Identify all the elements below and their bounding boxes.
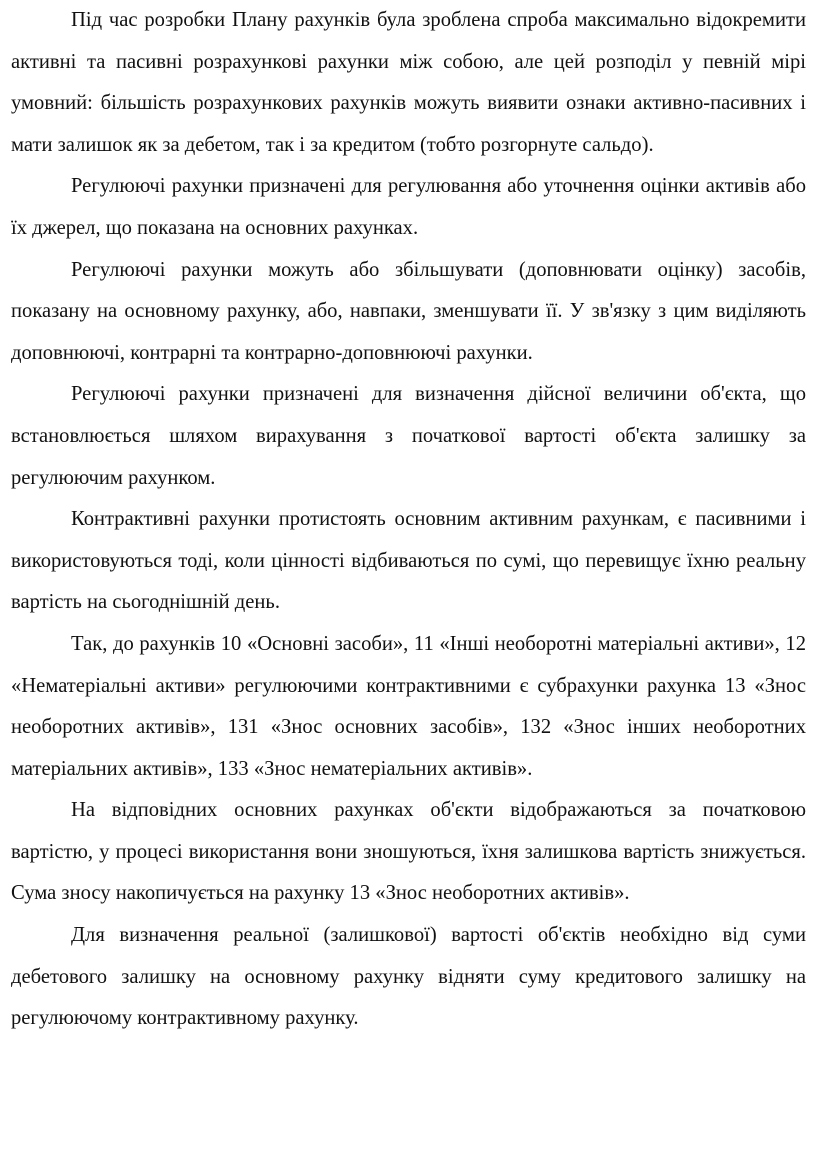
paragraph-6: Так, до рахунків 10 «Основні засоби», 11 «Інші необоротні матеріальні активи», 12 «Нематеріальні активи» регулюючими контрактивними є субрахунки рахунка 13 «Знос необоротних активів», 131 «Знос основних засобів», 132 «Знос інших необоротних матеріальних активів», 133 «Знос нематеріальних активів». [11, 632, 806, 780]
document-page [11, 0, 806, 1040]
paragraph-2: Регулюючі рахунки призначені для регулювання або уточнення оцінки активів або їх джерел, що показана на основних рахунках. [11, 175, 806, 239]
paragraph-7: На відповідних основних рахунках об'єкти відображаються за початковою вартістю, у процесі використання вони зношуються, їхня залишкова вартість знижується. Сума зносу накопичується на рахунку 13 «Знос необоротних активів». [11, 799, 806, 905]
paragraph-3: Регулюючі рахунки можуть або збільшувати (доповнювати оцінку) засобів, показану на основному рахунку, або, навпаки, зменшувати її. У зв'язку з цим виділяють доповнюючі, контрарні та контрарно-доповнюючі рахунки. [11, 258, 806, 364]
paragraph-4: Регулюючі рахунки призначені для визначення дійсної величини об'єкта, що встановлюється шляхом вирахування з початкової вартості об'єкта залишку за регулюючим рахунком. [11, 383, 806, 489]
paragraph-8: Для визначення реальної (залишкової) вартості об'єктів необхідно від суми дебетового залишку на основному рахунку відняти суму кредитового залишку на регулюючому контрактивному рахунку. [11, 924, 806, 1030]
paragraph-1: Під час розробки Плану рахунків була зроблена спроба максимально відокремити активні та пасивні розрахункові рахунки між собою, але цей розподіл у певній мірі умовний: більшість розрахункових рахунків можуть виявити ознаки активно-пасивних і мати залишок як за дебетом, так і за кредитом (тобто розгорнуте сальдо). [11, 9, 806, 156]
paragraph-5: Контрактивні рахунки протистоять основним активним рахункам, є пасивними і використовуються тоді, коли цінності відбиваються по сумі, що перевищує їхню реальну вартість на сьогоднішній день. [11, 508, 806, 614]
